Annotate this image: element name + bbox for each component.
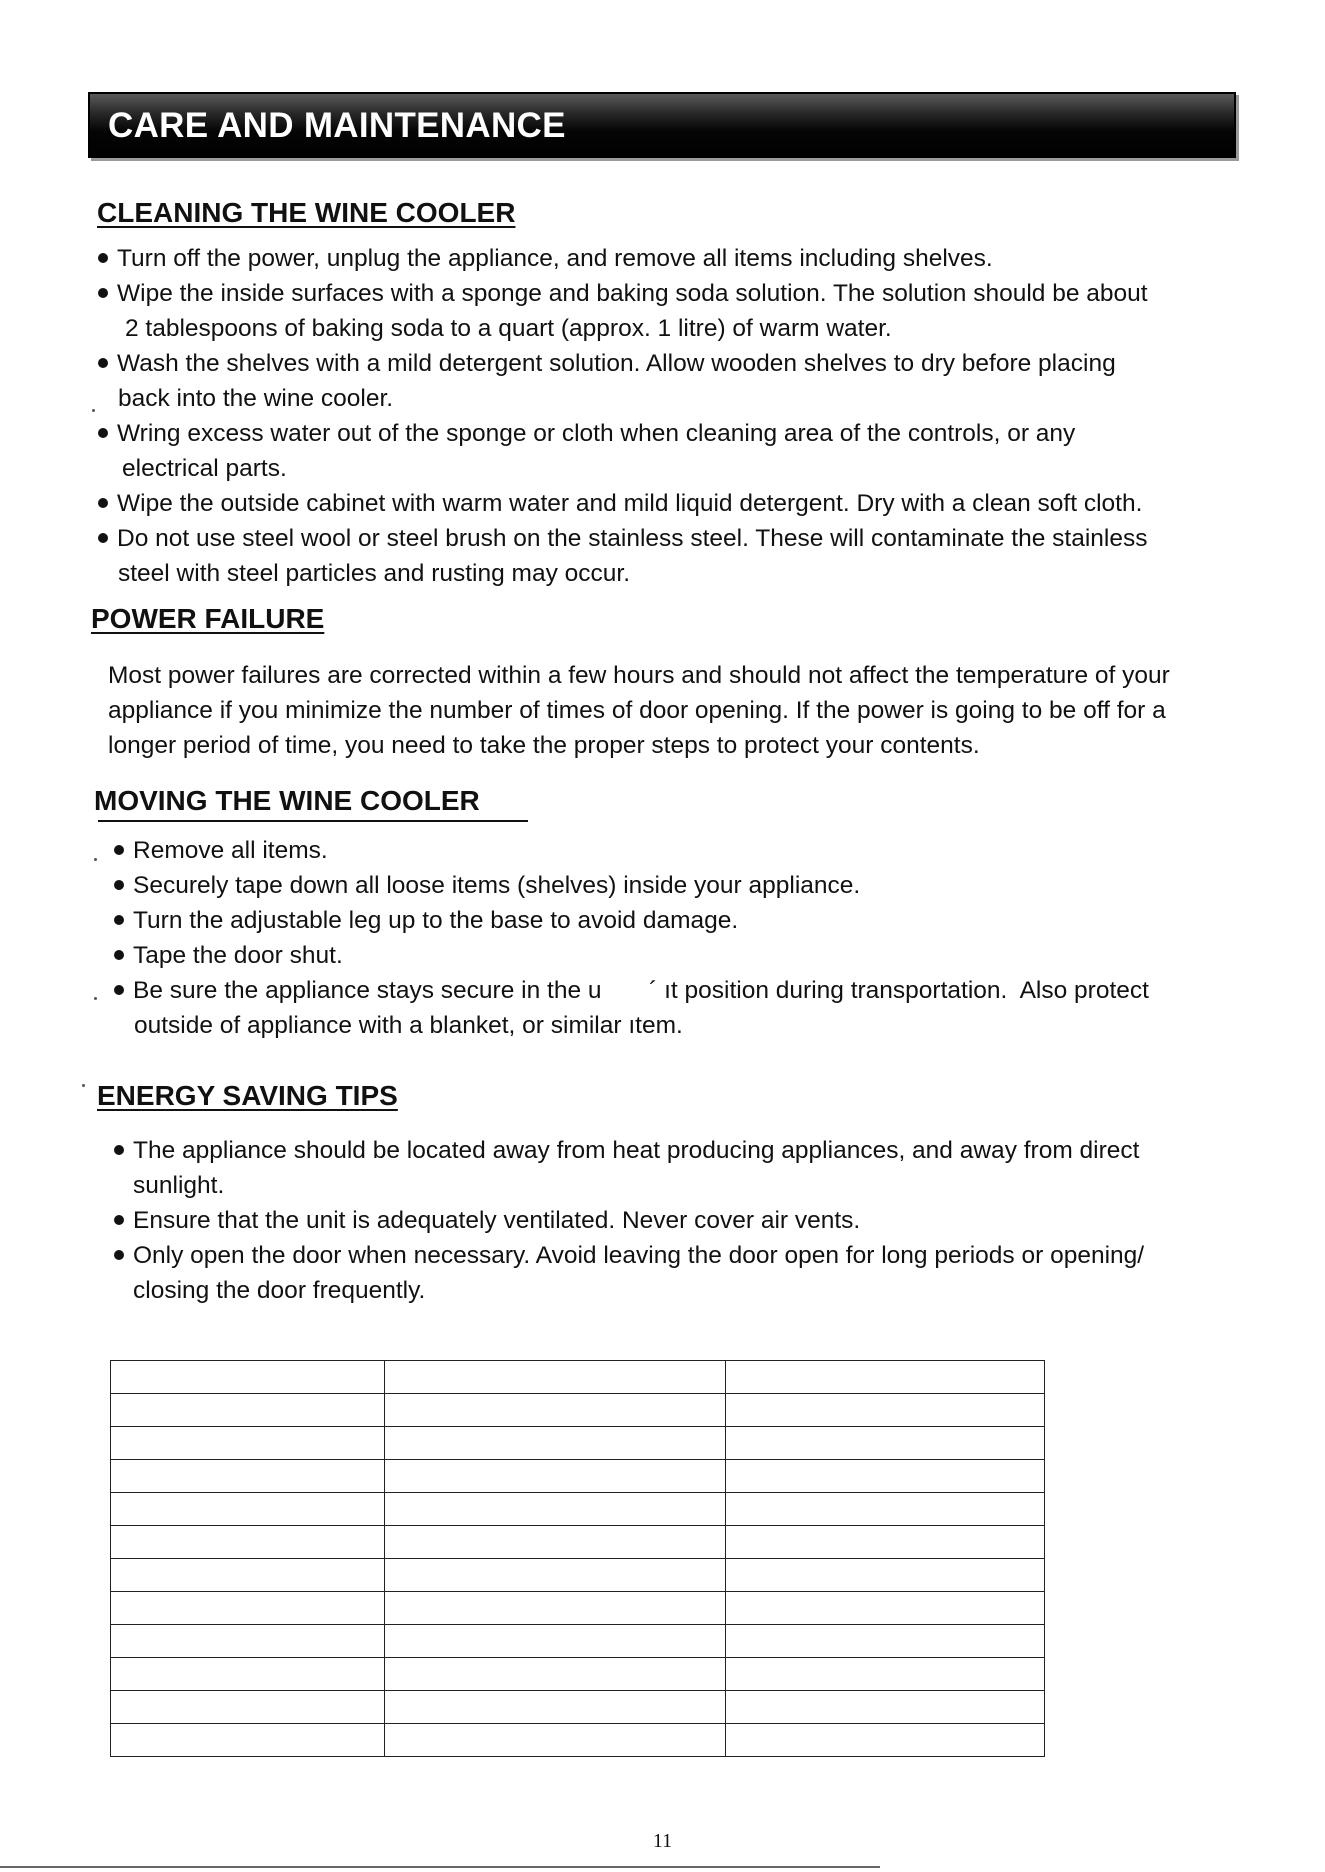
list-item-continuation: outside of appliance with a blanket, or similar ıtem. — [134, 1012, 683, 1039]
table-row — [111, 1559, 1045, 1592]
table-row — [111, 1724, 1045, 1757]
list-item-continuation: back into the wine cooler. — [118, 385, 394, 412]
bullet-icon — [114, 915, 124, 925]
bullet-icon — [114, 1145, 124, 1155]
table-row — [111, 1493, 1045, 1526]
page-number: 11 — [652, 1830, 673, 1852]
list-item: The appliance should be located away from heat producing appliances, and away from direct — [114, 1133, 1144, 1168]
list-item: Turn off the power, unplug the appliance, and remove all items including shelves. — [98, 241, 1148, 276]
list-item: Ensure that the unit is adequately ventilated. Never cover air vents. — [114, 1203, 1144, 1238]
power-failure-heading: POWER FAILURE — [91, 603, 325, 634]
list-item: Wipe the inside surfaces with a sponge and baking soda solution. The solution should be about — [98, 276, 1148, 311]
table-row — [111, 1427, 1045, 1460]
footer-rule — [0, 1866, 880, 1868]
table-row — [111, 1625, 1045, 1658]
list-item-continuation: electrical parts. — [122, 455, 287, 482]
list-item-continuation: closing the door frequently. — [133, 1277, 426, 1304]
scan-mark — [94, 858, 97, 861]
section-banner — [88, 92, 1236, 158]
list-item: Only open the door when necessary. Avoid leaving the door open for long periods or opening/ — [114, 1238, 1144, 1273]
paragraph-line: longer period of time, you need to take the proper steps to protect your contents. — [108, 732, 980, 759]
bullet-icon — [114, 880, 124, 890]
bullet-icon — [114, 845, 124, 855]
list-item: Securely tape down all loose items (shelves) inside your appliance. — [114, 868, 1149, 903]
energy-heading: ENERGY SAVING TIPS — [97, 1080, 398, 1111]
bullet-icon — [98, 358, 108, 368]
bullet-icon — [98, 533, 108, 543]
list-item: Remove all items. — [114, 833, 1149, 868]
scan-mark — [92, 409, 95, 412]
energy-list — [114, 1133, 1144, 1308]
moving-list — [114, 833, 1149, 1043]
list-item: Wash the shelves with a mild detergent solution. Allow wooden shelves to dry before placing — [98, 346, 1148, 381]
list-item-continuation: 2 tablespoons of baking soda to a quart (approx. 1 litre) of warm water. — [125, 315, 892, 342]
scan-mark — [94, 997, 97, 1000]
paragraph-line: Most power failures are corrected within a few hours and should not affect the temperature of your — [108, 662, 1170, 689]
table-row — [111, 1691, 1045, 1724]
table-row — [111, 1394, 1045, 1427]
table-row — [111, 1460, 1045, 1493]
table-row — [111, 1592, 1045, 1625]
bullet-icon — [114, 985, 124, 995]
cleaning-heading: CLEANING THE WINE COOLER — [97, 197, 516, 228]
list-item: Be sure the appliance stays secure in the u ´ ıt position during transportation. Also protect — [114, 973, 1149, 1008]
power-failure-paragraph — [108, 658, 1170, 763]
table-row — [111, 1361, 1045, 1394]
table-row — [111, 1526, 1045, 1559]
cleaning-list — [98, 241, 1148, 591]
list-item: Wipe the outside cabinet with warm water and mild liquid detergent. Dry with a clean soft cloth. — [98, 486, 1148, 521]
bullet-icon — [114, 1215, 124, 1225]
scan-mark — [82, 1084, 85, 1087]
blank-table — [110, 1360, 1045, 1757]
bullet-icon — [114, 1250, 124, 1260]
page-title: CARE AND MAINTENANCE — [108, 106, 566, 145]
bullet-icon — [98, 288, 108, 298]
list-item-continuation: sunlight. — [133, 1172, 225, 1199]
list-item: Tape the door shut. — [114, 938, 1149, 973]
list-item-continuation: steel with steel particles and rusting may occur. — [118, 560, 631, 587]
list-item: Do not use steel wool or steel brush on the stainless steel. These will contaminate the stainless — [98, 521, 1148, 556]
moving-heading: MOVING THE WINE COOLER — [94, 785, 480, 816]
list-item: Wring excess water out of the sponge or cloth when cleaning area of the controls, or any — [98, 416, 1148, 451]
heading-underline — [98, 820, 528, 822]
paragraph-line: appliance if you minimize the number of times of door opening. If the power is going to be off for a — [108, 697, 1166, 724]
bullet-icon — [98, 428, 108, 438]
list-item: Turn the adjustable leg up to the base to avoid damage. — [114, 903, 1149, 938]
bullet-icon — [98, 498, 108, 508]
bullet-icon — [114, 950, 124, 960]
table-row — [111, 1658, 1045, 1691]
bullet-icon — [98, 253, 108, 263]
